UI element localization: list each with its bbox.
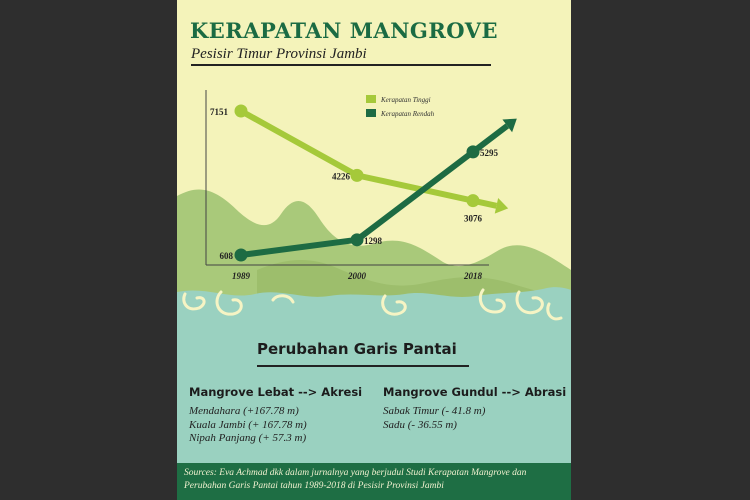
data-point: [351, 169, 364, 182]
data-label: 7151: [210, 107, 228, 117]
accretion-column: [189, 385, 362, 446]
legend-label: Kerapatan Tinggi: [381, 96, 431, 104]
accretion-item: Mendahara (+167.78 m): [189, 405, 299, 417]
infographic-poster: [177, 0, 571, 500]
x-tick-label: 1989: [232, 271, 250, 281]
source-footer: Sources: Eva Achmad dkk dalam jurnalnya yang berjudul Studi Kerapatan Mangrove dan Perubahan Garis Pantai tahun 1989-2018 di Pesisir Provinsi Jambi: [177, 463, 571, 500]
data-label: 3076: [464, 213, 482, 224]
poster-title: KERAPATAN MANGROVE: [190, 18, 499, 43]
data-point: [235, 105, 248, 118]
legend-swatch: [366, 109, 376, 117]
abrasion-item: Sadu (- 36.55 m): [383, 418, 457, 431]
accretion-item: Kuala Jambi (+ 167.78 m): [189, 418, 307, 431]
section-underline: [257, 365, 469, 367]
poster-subtitle: Pesisir Timur Provinsi Jambi: [191, 46, 491, 66]
abrasion-heading: Mangrove Gundul --> Abrasi: [383, 385, 567, 399]
accretion-heading: Mangrove Lebat --> Akresi: [189, 385, 363, 399]
data-label: 608: [219, 251, 233, 261]
x-tick-label: 2018: [464, 271, 482, 281]
data-label: 5295: [480, 147, 498, 158]
abrasion-column: [383, 385, 566, 432]
data-point: [351, 233, 364, 246]
background-hills: [177, 189, 571, 310]
series-arrowhead: [495, 198, 508, 214]
data-point: [467, 145, 480, 158]
legend-label: Kerapatan Rendah: [381, 110, 435, 118]
data-point: [235, 249, 248, 262]
legend-swatch: [366, 95, 376, 103]
section-heading: Perubahan Garis Pantai: [257, 340, 457, 358]
data-point: [467, 194, 480, 207]
accretion-item: Nipah Panjang (+ 57.3 m): [189, 432, 307, 444]
abrasion-item: Sabak Timur (- 41.8 m): [383, 405, 486, 417]
x-tick-label: 2000: [348, 271, 366, 281]
data-label: 1298: [364, 235, 382, 246]
series-line-tinggi: [241, 111, 496, 206]
data-label: 4226: [332, 171, 350, 182]
